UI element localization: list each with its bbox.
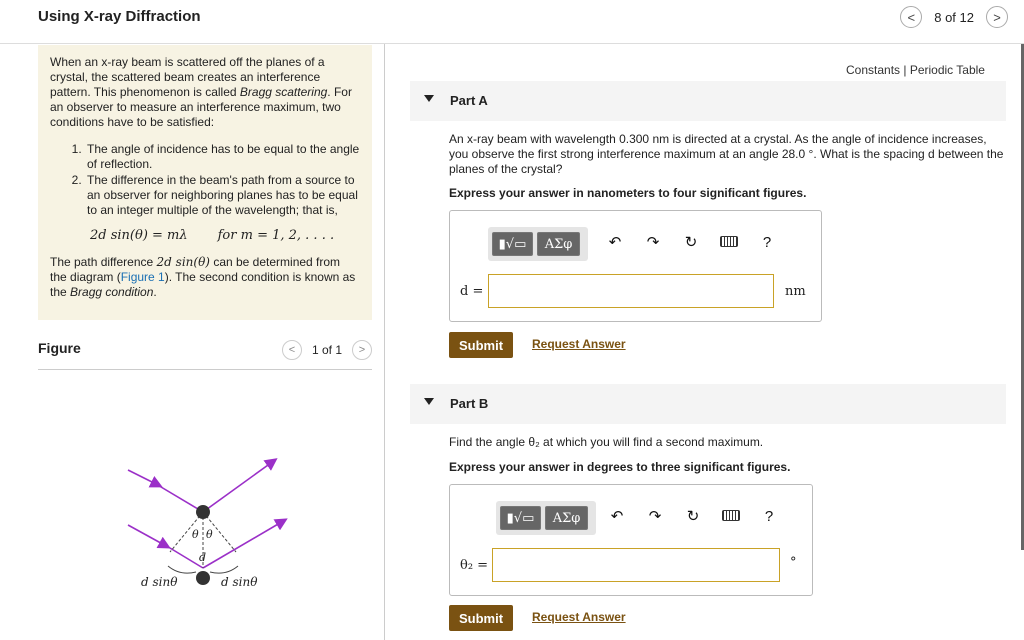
bragg-diagram [120, 420, 340, 640]
part-b-instruction: Express your answer in degrees to three significant figures. [449, 460, 791, 474]
chevron-left-icon: < [288, 344, 296, 356]
reset-icon[interactable]: ↻ [686, 508, 700, 525]
bragg-term: Bragg condition [70, 285, 154, 299]
intro-paragraph [50, 55, 360, 130]
part-b-variable: θ₂ = [460, 558, 489, 573]
reset-icon[interactable]: ↻ [684, 234, 698, 251]
chevron-left-icon: < [907, 9, 916, 25]
math-toolbar [496, 501, 596, 535]
collapse-icon [424, 95, 434, 102]
condition-item: 2. The difference in the beam's path from a source to an observer for neighboring planes has to be equal to an integer multiple of the wavelength; that is, [85, 173, 360, 218]
path-text-d: . [153, 285, 157, 299]
symbol-button[interactable]: ΑΣφ [537, 232, 580, 256]
keyboard-icon[interactable] [720, 234, 738, 251]
figure-bar [38, 334, 372, 370]
path-math: 2d sin(θ) [156, 255, 210, 269]
part-a-title: Part A [450, 93, 488, 108]
reflected-ray-top [203, 460, 275, 512]
incident-ray-bottom-inner [165, 545, 203, 568]
symbol-button[interactable]: ΑΣφ [545, 506, 588, 530]
bragg-equation [90, 228, 360, 243]
redo-icon[interactable]: ↷ [648, 508, 662, 525]
atom-bottom [196, 571, 210, 585]
prev-figure-button[interactable] [282, 340, 302, 360]
page-title: Using X-ray Diffraction [38, 8, 201, 25]
path-paragraph [50, 255, 360, 300]
keyboard-icon[interactable] [722, 508, 740, 525]
part-a-header[interactable] [410, 81, 1006, 121]
d-label: d [199, 551, 207, 564]
intro-text-b: . For an observer to measure an interference maximum, two conditions have to be satisfied: [50, 85, 352, 129]
constants-periodic-links[interactable]: Constants | Periodic Table [846, 63, 985, 77]
path-text-b: can be determined from the diagram ( [50, 255, 341, 284]
math-toolbar [488, 227, 588, 261]
edit-tools [606, 233, 796, 251]
problem-pager [900, 6, 1008, 28]
part-a-unit: nm [785, 284, 806, 299]
brace-left [168, 566, 196, 573]
theta-left-label: θ [192, 528, 199, 541]
part-b-submit-button[interactable]: Submit [449, 605, 513, 631]
figure-label: Figure [38, 340, 81, 356]
part-a-variable: d = [460, 284, 484, 299]
condition-item: 1. The angle of incidence has to be equal to the angle of reflection. [85, 142, 360, 172]
part-b-answer-box [449, 484, 813, 596]
intro-text-a: When an x-ray beam is scattered off the planes of a crystal, the scattered beam creates an interference pattern. This phenomenon is called [50, 55, 325, 99]
template-button[interactable]: ▮√▭ [492, 232, 533, 256]
part-b-unit: ° [790, 555, 797, 570]
problem-count: 8 of 12 [934, 9, 974, 25]
incident-ray-top [128, 470, 160, 486]
path-text-c: ). The second condition is known as the [50, 270, 356, 299]
prev-problem-button[interactable] [900, 6, 922, 28]
part-b-header[interactable] [410, 384, 1006, 424]
theta-right-label: θ [206, 528, 213, 541]
part-a-question: An x-ray beam with wavelength 0.300 nm is directed at a crystal. As the angle of incidence increases, you observe the first strong interference maximum at an angle 28.0 °. What is the spacing d between the planes of the crystal? [449, 132, 1004, 176]
dsin-left-label: d sinθ [141, 575, 178, 589]
help-icon[interactable]: ? [764, 507, 774, 525]
dsin-right-label: d sinθ [221, 575, 258, 589]
part-a-answer-box [449, 210, 822, 322]
next-problem-button[interactable] [986, 6, 1008, 28]
next-figure-button[interactable] [352, 340, 372, 360]
redo-icon[interactable]: ↷ [646, 234, 660, 251]
part-b-answer-input[interactable] [492, 548, 780, 582]
atom-top [196, 505, 210, 519]
figure-link[interactable]: Figure 1 [120, 270, 165, 284]
part-b-title: Part B [450, 396, 489, 411]
part-a-instruction: Express your answer in nanometers to four significant figures. [449, 186, 807, 200]
part-a-request-answer[interactable]: Request Answer [532, 337, 626, 351]
figure-count: 1 of 1 [311, 343, 342, 357]
part-a-answer-input[interactable] [488, 274, 774, 308]
part-b-request-answer[interactable]: Request Answer [532, 610, 626, 624]
brace-right [210, 566, 238, 573]
intro-term: Bragg scattering [239, 85, 328, 99]
equation-for: for m = 1, 2, . . . . [217, 228, 335, 243]
conditions-list [85, 142, 360, 218]
panel-divider [384, 44, 385, 640]
part-b-question: Find the angle θ₂ at which you will find a second maximum. [449, 435, 764, 449]
undo-icon[interactable]: ↶ [608, 234, 622, 251]
incident-ray-bottom [128, 525, 168, 547]
undo-icon[interactable]: ↶ [610, 508, 624, 525]
equation-main: 2d sin(θ) = mλ [90, 228, 188, 243]
figure-pager [282, 340, 372, 360]
collapse-icon [424, 398, 434, 405]
template-button[interactable]: ▮√▭ [500, 506, 541, 530]
chevron-right-icon: > [993, 9, 1001, 25]
part-a-submit-button[interactable]: Submit [449, 332, 513, 358]
path-text-a: The path difference [50, 255, 157, 269]
help-icon[interactable]: ? [762, 233, 772, 251]
incident-ray-top-inner [156, 484, 203, 512]
reflected-ray-bottom [203, 520, 285, 568]
intro-box [38, 45, 372, 320]
header-bar [0, 0, 1024, 44]
chevron-right-icon: > [358, 344, 366, 356]
edit-tools [608, 507, 798, 525]
